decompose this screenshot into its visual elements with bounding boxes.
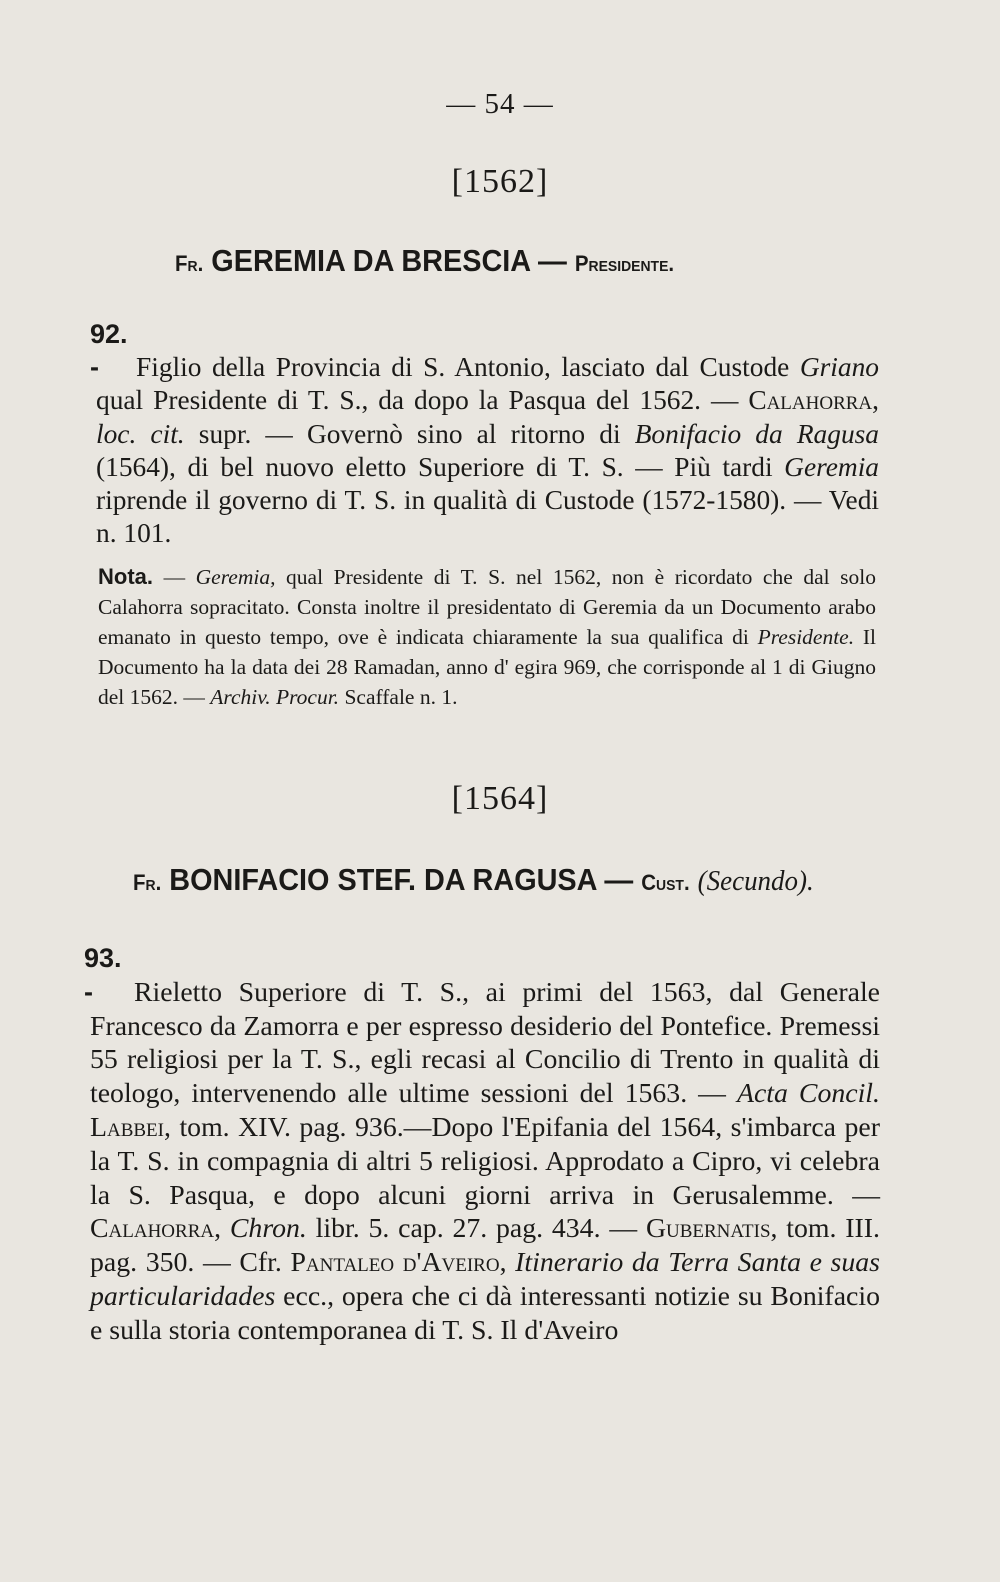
italic-run: Acta Concil. xyxy=(736,1078,880,1110)
italic-run: Itinerario da Terra Santa e suas particularidades xyxy=(90,1247,880,1312)
text-run: Rieletto Superiore di T. S., ai primi del 1563, dal Generale Francesco da Zamorra e per espresso desiderio del Pontefice. Premessi 55 religiosi per la T. S., egli recasi al Concilio di Trento in qualità di teologo, intervenendo alle ultime sessioni del 1563. — xyxy=(90,976,880,1110)
note-label: Nota. xyxy=(98,564,153,589)
heading-prefix: Fr. xyxy=(175,251,204,276)
text-run: ecc., opera che ci dà interessanti notizie su Bonifacio e sulla storia contemporanea di T. S. Il d'Aveiro xyxy=(90,1280,880,1346)
entry-number: 93. - xyxy=(84,943,122,1007)
small-caps-run: Labbei xyxy=(90,1111,164,1143)
heading-title: Cust. xyxy=(641,870,690,895)
italic-run: Archiv. Procur. xyxy=(210,685,340,709)
entry-92 xyxy=(90,318,879,550)
text-run: qual Presidente di T. S., da dopo la Pasqua del 1562. — xyxy=(96,385,749,416)
italic-run: Bonifacio da Ragusa xyxy=(634,418,879,449)
entry-93-text xyxy=(90,977,880,1346)
text-run: riprende il governo di T. S. in qualità di Custode (1572-1580). — Vedi n. 101. xyxy=(96,485,879,549)
entry-number: 92. - xyxy=(90,319,128,383)
heading-prefix: Fr. xyxy=(133,870,162,895)
page-number: — 54 — xyxy=(446,88,554,120)
text-run: , xyxy=(872,385,879,416)
text-run: Figlio della Provincia di S. Antonio, lasciato dal Custode xyxy=(136,352,800,383)
small-caps-run: Gubernatis xyxy=(645,1213,771,1245)
text-run: supr. — Governò sino al ritorno di xyxy=(184,418,635,449)
note-92 xyxy=(98,562,876,712)
italic-run: Geremia, xyxy=(195,565,276,589)
heading-name: GEREMIA DA BRESCIA xyxy=(211,243,531,278)
text-run: , tom. XIV. pag. 936.—Dopo l'Epifania del 1564, s'imbarca per la T. S. in compagnia di altri 5 religiosi. Approdato a Cipro, vi celebra la S. Pasqua, e dopo alcuni giorni arriva in Gerusalemme. — xyxy=(90,1111,880,1211)
text-run: Scaffale n. 1. xyxy=(339,685,458,709)
note-92-text xyxy=(98,565,876,709)
small-caps-run: Calahorra xyxy=(748,385,873,416)
italic-run: loc. cit. xyxy=(96,418,185,449)
italic-run: Presidente. xyxy=(757,625,855,649)
small-caps-run: Calahorra xyxy=(90,1213,215,1245)
year-heading-1562: [1562] xyxy=(451,163,549,200)
heading-title: Presidente. xyxy=(574,251,675,276)
text-run: Il Documento ha la data dei 28 Ramadan, anno d' egira 969, che corrisponde al 1 di Giugno del 1562. — xyxy=(98,625,876,709)
italic-run: Chron. xyxy=(229,1213,307,1245)
text-run: , xyxy=(214,1213,230,1245)
heading-extra: (Secundo). xyxy=(697,865,814,897)
heading-dash: — xyxy=(596,862,642,897)
section-heading-bonifacio xyxy=(133,862,814,898)
small-caps-run: Pantaleo d'Aveiro xyxy=(290,1247,500,1279)
heading-dash: — xyxy=(530,243,575,278)
text-run: , xyxy=(499,1247,516,1279)
italic-run: Geremia xyxy=(784,451,879,482)
text-run: qual Presidente di T. S. nel 1562, non è ricordato che dal solo Calahorra sopracitato. Consta inoltre il presidentato di Geremia da un Documento arabo emanato in questo tempo, ove è indicata chiaramente la sua qualifica di xyxy=(98,565,876,649)
italic-run: Griano xyxy=(799,352,879,383)
year-heading-1564: [1564] xyxy=(451,780,549,817)
text-run: — xyxy=(153,565,196,589)
entry-93 xyxy=(84,942,880,1348)
section-heading-geremia xyxy=(175,243,674,279)
entry-92-text xyxy=(96,352,879,548)
text-run: (1564), di bel nuovo eletto Superiore di T. S. — Più tardi xyxy=(96,451,785,482)
text-run: , tom. III. pag. 350. — Cfr. xyxy=(90,1213,880,1279)
heading-name: BONIFACIO STEF. DA RAGUSA xyxy=(169,862,597,897)
text-run: libr. 5. cap. 27. pag. 434. — xyxy=(306,1213,646,1245)
